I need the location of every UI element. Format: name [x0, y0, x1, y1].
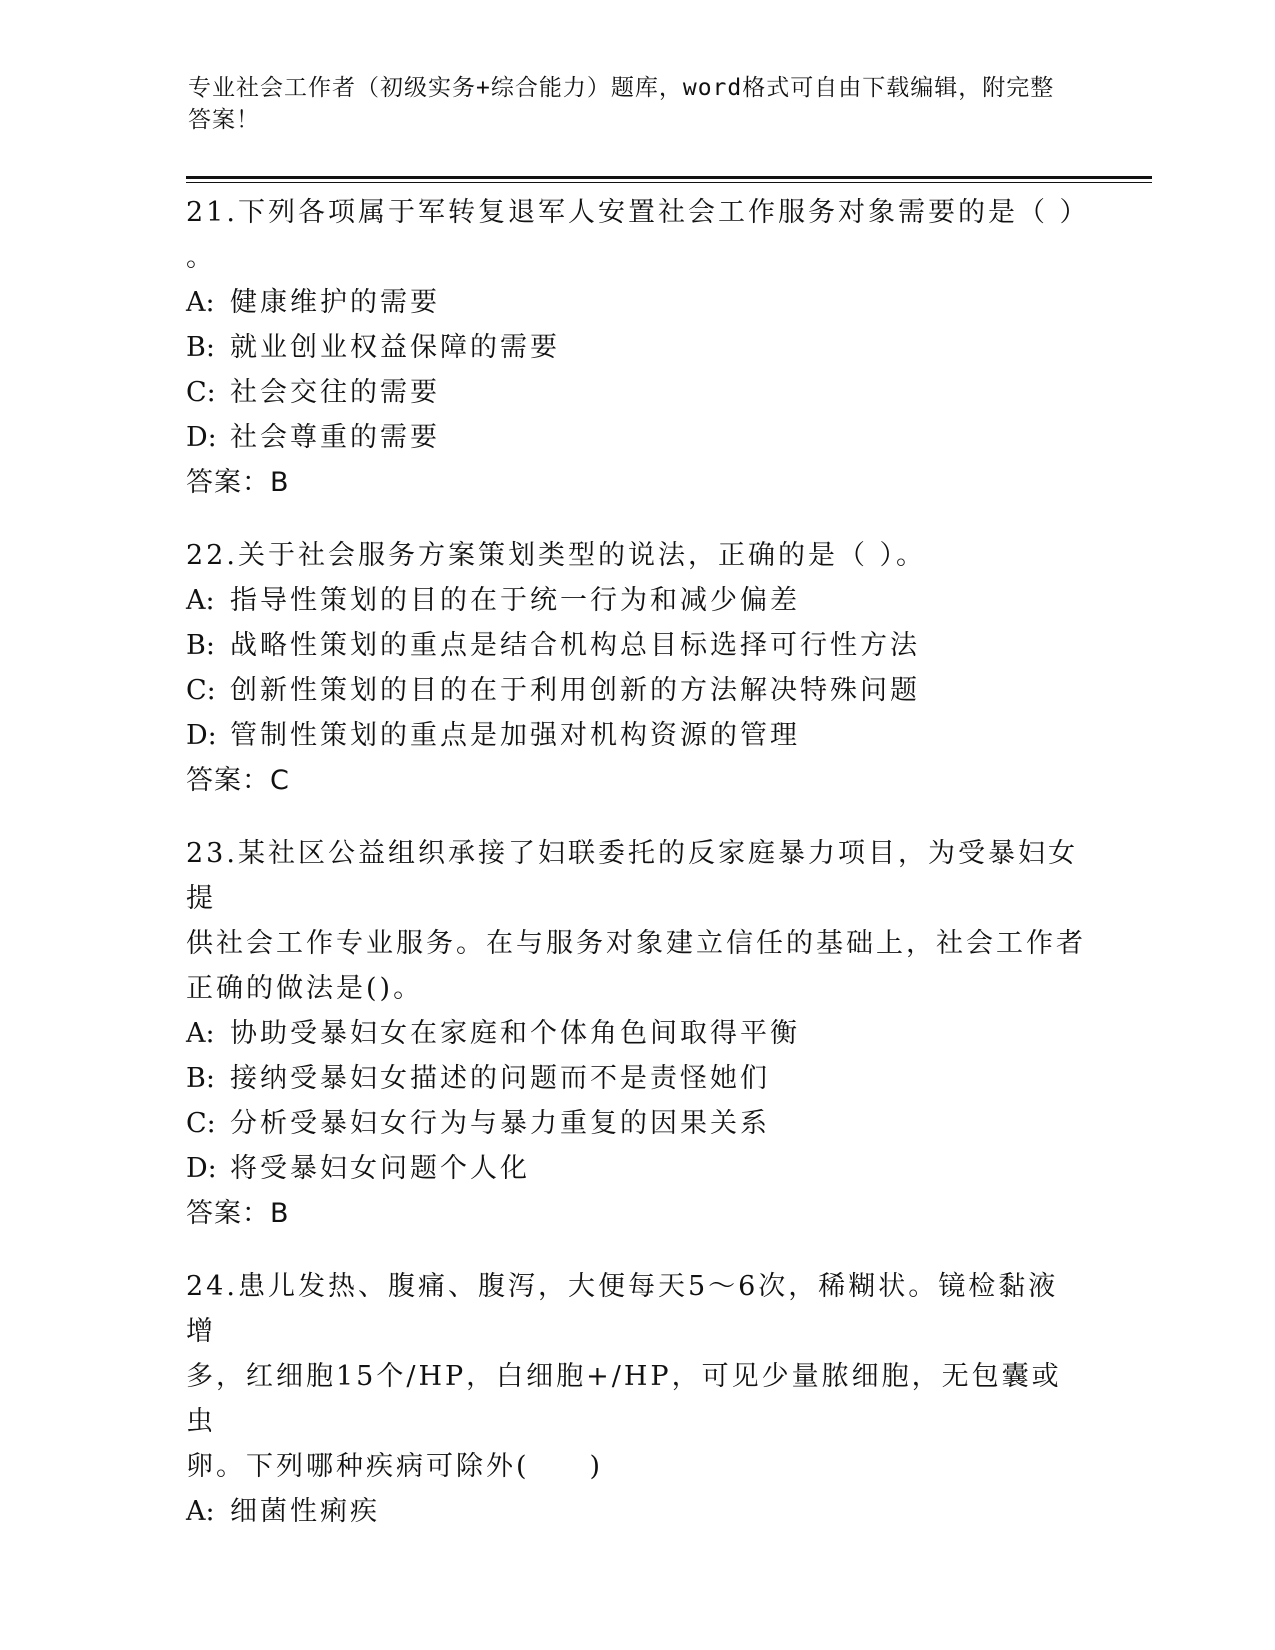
question-stem-line: 22.关于社会服务方案策划类型的说法，正确的是（ ）。 [186, 540, 927, 571]
answer-line: 答案：B [186, 1198, 290, 1229]
question-stem-line: 21.下列各项属于军转复退军人安置社会工作服务对象需要的是（ ） [186, 197, 1090, 228]
question-stem-line: 正确的做法是()。 [186, 973, 424, 1004]
option-letter: C: [186, 377, 216, 408]
option-letter: B: [186, 630, 215, 661]
question-stem-line: 24.患儿发热、腹痛、腹泻，大便每天5～6次，稀糊状。镜检黏液增 [186, 1271, 1059, 1347]
option-letter: C: [186, 675, 216, 706]
document-header [188, 72, 1088, 136]
option-text: 指导性策划的目的在于统一行为和减少偏差 [230, 585, 800, 616]
option-text: 社会交往的需要 [230, 377, 440, 408]
question-21 [186, 190, 1090, 505]
option-letter: A: [186, 287, 215, 318]
option-text: 细菌性痢疾 [230, 1496, 380, 1527]
option-text: 管制性策划的重点是加强对机构资源的管理 [230, 720, 800, 751]
option-a [186, 578, 1086, 623]
option-letter: A: [186, 1018, 215, 1049]
option-text: 战略性策划的重点是结合机构总目标选择可行性方法 [230, 630, 920, 661]
option-letter: A: [186, 1496, 215, 1527]
option-c [186, 668, 1086, 713]
question-24 [186, 1264, 1086, 1534]
option-c [186, 370, 1086, 415]
header-divider-thick [186, 176, 1152, 179]
answer-line: 答案：B [186, 467, 290, 498]
question-stem-line: 。 [186, 242, 216, 273]
option-letter: B: [186, 332, 215, 363]
option-letter: D: [186, 1153, 217, 1184]
option-a [186, 1011, 1086, 1056]
option-b [186, 325, 1086, 370]
option-text: 社会尊重的需要 [230, 422, 440, 453]
question-stem-line: 供社会工作专业服务。在与服务对象建立信任的基础上，社会工作者 [186, 928, 1086, 959]
answer-line: 答案：C [186, 765, 290, 796]
option-b [186, 1056, 1086, 1101]
option-d [186, 415, 1086, 460]
option-letter: D: [186, 720, 217, 751]
header-line-2: 答案！ [188, 107, 260, 133]
option-letter: A: [186, 585, 215, 616]
question-stem-line: 23.某社区公益组织承接了妇联委托的反家庭暴力项目，为受暴妇女提 [186, 838, 1078, 914]
option-text: 分析受暴妇女行为与暴力重复的因果关系 [230, 1108, 770, 1139]
question-22 [186, 533, 1086, 803]
option-c [186, 1101, 1086, 1146]
header-divider-thin [186, 182, 1152, 183]
option-letter: C: [186, 1108, 216, 1139]
question-stem-line: 卵。下列哪种疾病可除外( ) [186, 1451, 604, 1482]
option-letter: B: [186, 1063, 215, 1094]
option-letter: D: [186, 422, 217, 453]
question-23 [186, 831, 1086, 1236]
option-a [186, 1489, 1086, 1534]
option-b [186, 623, 1086, 668]
option-d [186, 713, 1086, 758]
option-text: 将受暴妇女问题个人化 [230, 1153, 530, 1184]
option-text: 健康维护的需要 [230, 287, 440, 318]
option-text: 创新性策划的目的在于利用创新的方法解决特殊问题 [230, 675, 920, 706]
option-text: 就业创业权益保障的需要 [230, 332, 560, 363]
option-d [186, 1146, 1086, 1191]
question-list [186, 190, 1090, 1562]
question-stem-line: 多，红细胞15个/HP，白细胞+/HP，可见少量脓细胞，无包囊或虫 [186, 1361, 1062, 1437]
option-a [186, 280, 1086, 325]
option-text: 协助受暴妇女在家庭和个体角色间取得平衡 [230, 1018, 800, 1049]
option-text: 接纳受暴妇女描述的问题而不是责怪她们 [230, 1063, 770, 1094]
header-line-1: 专业社会工作者（初级实务+综合能力）题库，word格式可自由下载编辑，附完整 [188, 75, 1055, 101]
